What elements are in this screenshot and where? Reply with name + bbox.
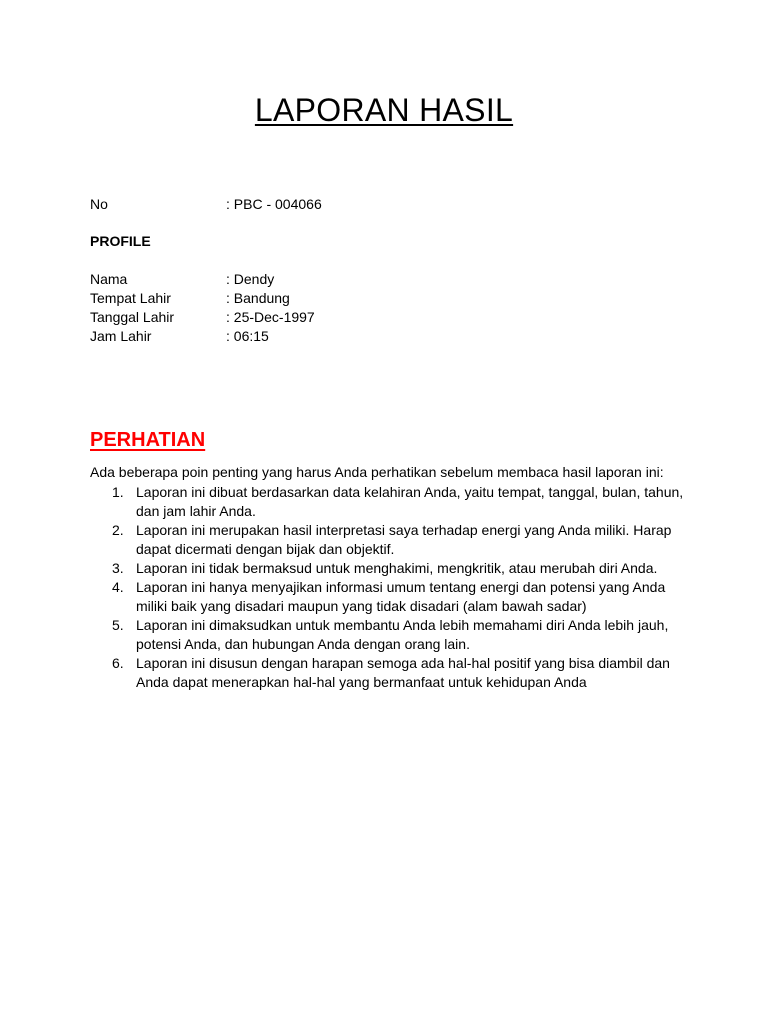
list-item-text: Laporan ini merupakan hasil interpretasi saya terhadap energi yang Anda miliki. Harap dapat dicermati dengan bijak dan objektif. <box>136 522 672 557</box>
perhatian-intro: Ada beberapa poin penting yang harus Anda perhatikan sebelum membaca hasil laporan ini: <box>90 464 664 480</box>
list-item-number: 1. <box>112 484 124 500</box>
page-title: LAPORAN HASIL <box>254 92 514 128</box>
profile-row-birthtime <box>90 327 269 345</box>
list-item-text: Laporan ini dibuat berdasarkan data kelahiran Anda, yaitu tempat, tanggal, bulan, tahun, dan jam lahir Anda. <box>136 484 684 519</box>
list-item-text: Laporan ini disusun dengan harapan semoga ada hal-hal positif yang bisa diambil dan Anda dapat menerapkan hal-hal yang bermanfaat untuk kehidupan Anda <box>136 655 670 690</box>
list-item <box>90 654 690 692</box>
list-item-number: 6. <box>112 655 124 671</box>
profile-label: Nama <box>90 271 128 287</box>
list-item-number: 5. <box>112 617 124 633</box>
profile-row-birthplace <box>90 289 290 307</box>
report-number-row <box>90 195 322 213</box>
profile-value: : Bandung <box>226 290 290 306</box>
list-item-number: 4. <box>112 579 124 595</box>
list-item-text: Laporan ini tidak bermaksud untuk menghakimi, mengkritik, atau merubah diri Anda. <box>136 560 658 576</box>
list-item <box>90 483 690 521</box>
profile-row-name <box>90 270 274 288</box>
list-item <box>90 616 690 654</box>
profile-row-birthdate <box>90 308 315 326</box>
profile-value: : 06:15 <box>226 328 269 344</box>
profile-label: Tanggal Lahir <box>90 309 175 325</box>
list-item-number: 3. <box>112 560 124 576</box>
profile-label: Tempat Lahir <box>90 290 171 306</box>
list-item <box>90 559 690 578</box>
list-item <box>90 578 690 616</box>
perhatian-list <box>90 483 690 692</box>
report-number-value: : PBC - 004066 <box>226 196 322 212</box>
list-item-text: Laporan ini hanya menyajikan informasi umum tentang energi dan potensi yang Anda miliki baik yang disadari maupun yang tidak disadari (alam bawah sadar) <box>136 579 666 614</box>
profile-value: : 25-Dec-1997 <box>226 309 315 325</box>
list-item-text: Laporan ini dimaksudkan untuk membantu Anda lebih memahami diri Anda lebih jauh, potensi Anda, dan hubungan Anda dengan orang lain. <box>136 617 669 652</box>
list-item <box>90 521 690 559</box>
profile-label: Jam Lahir <box>90 328 152 344</box>
perhatian-heading: PERHATIAN <box>90 429 206 451</box>
profile-value: : Dendy <box>226 271 275 287</box>
profile-heading: PROFILE <box>90 233 151 249</box>
list-item-number: 2. <box>112 522 124 538</box>
report-number-label: No <box>90 196 108 212</box>
